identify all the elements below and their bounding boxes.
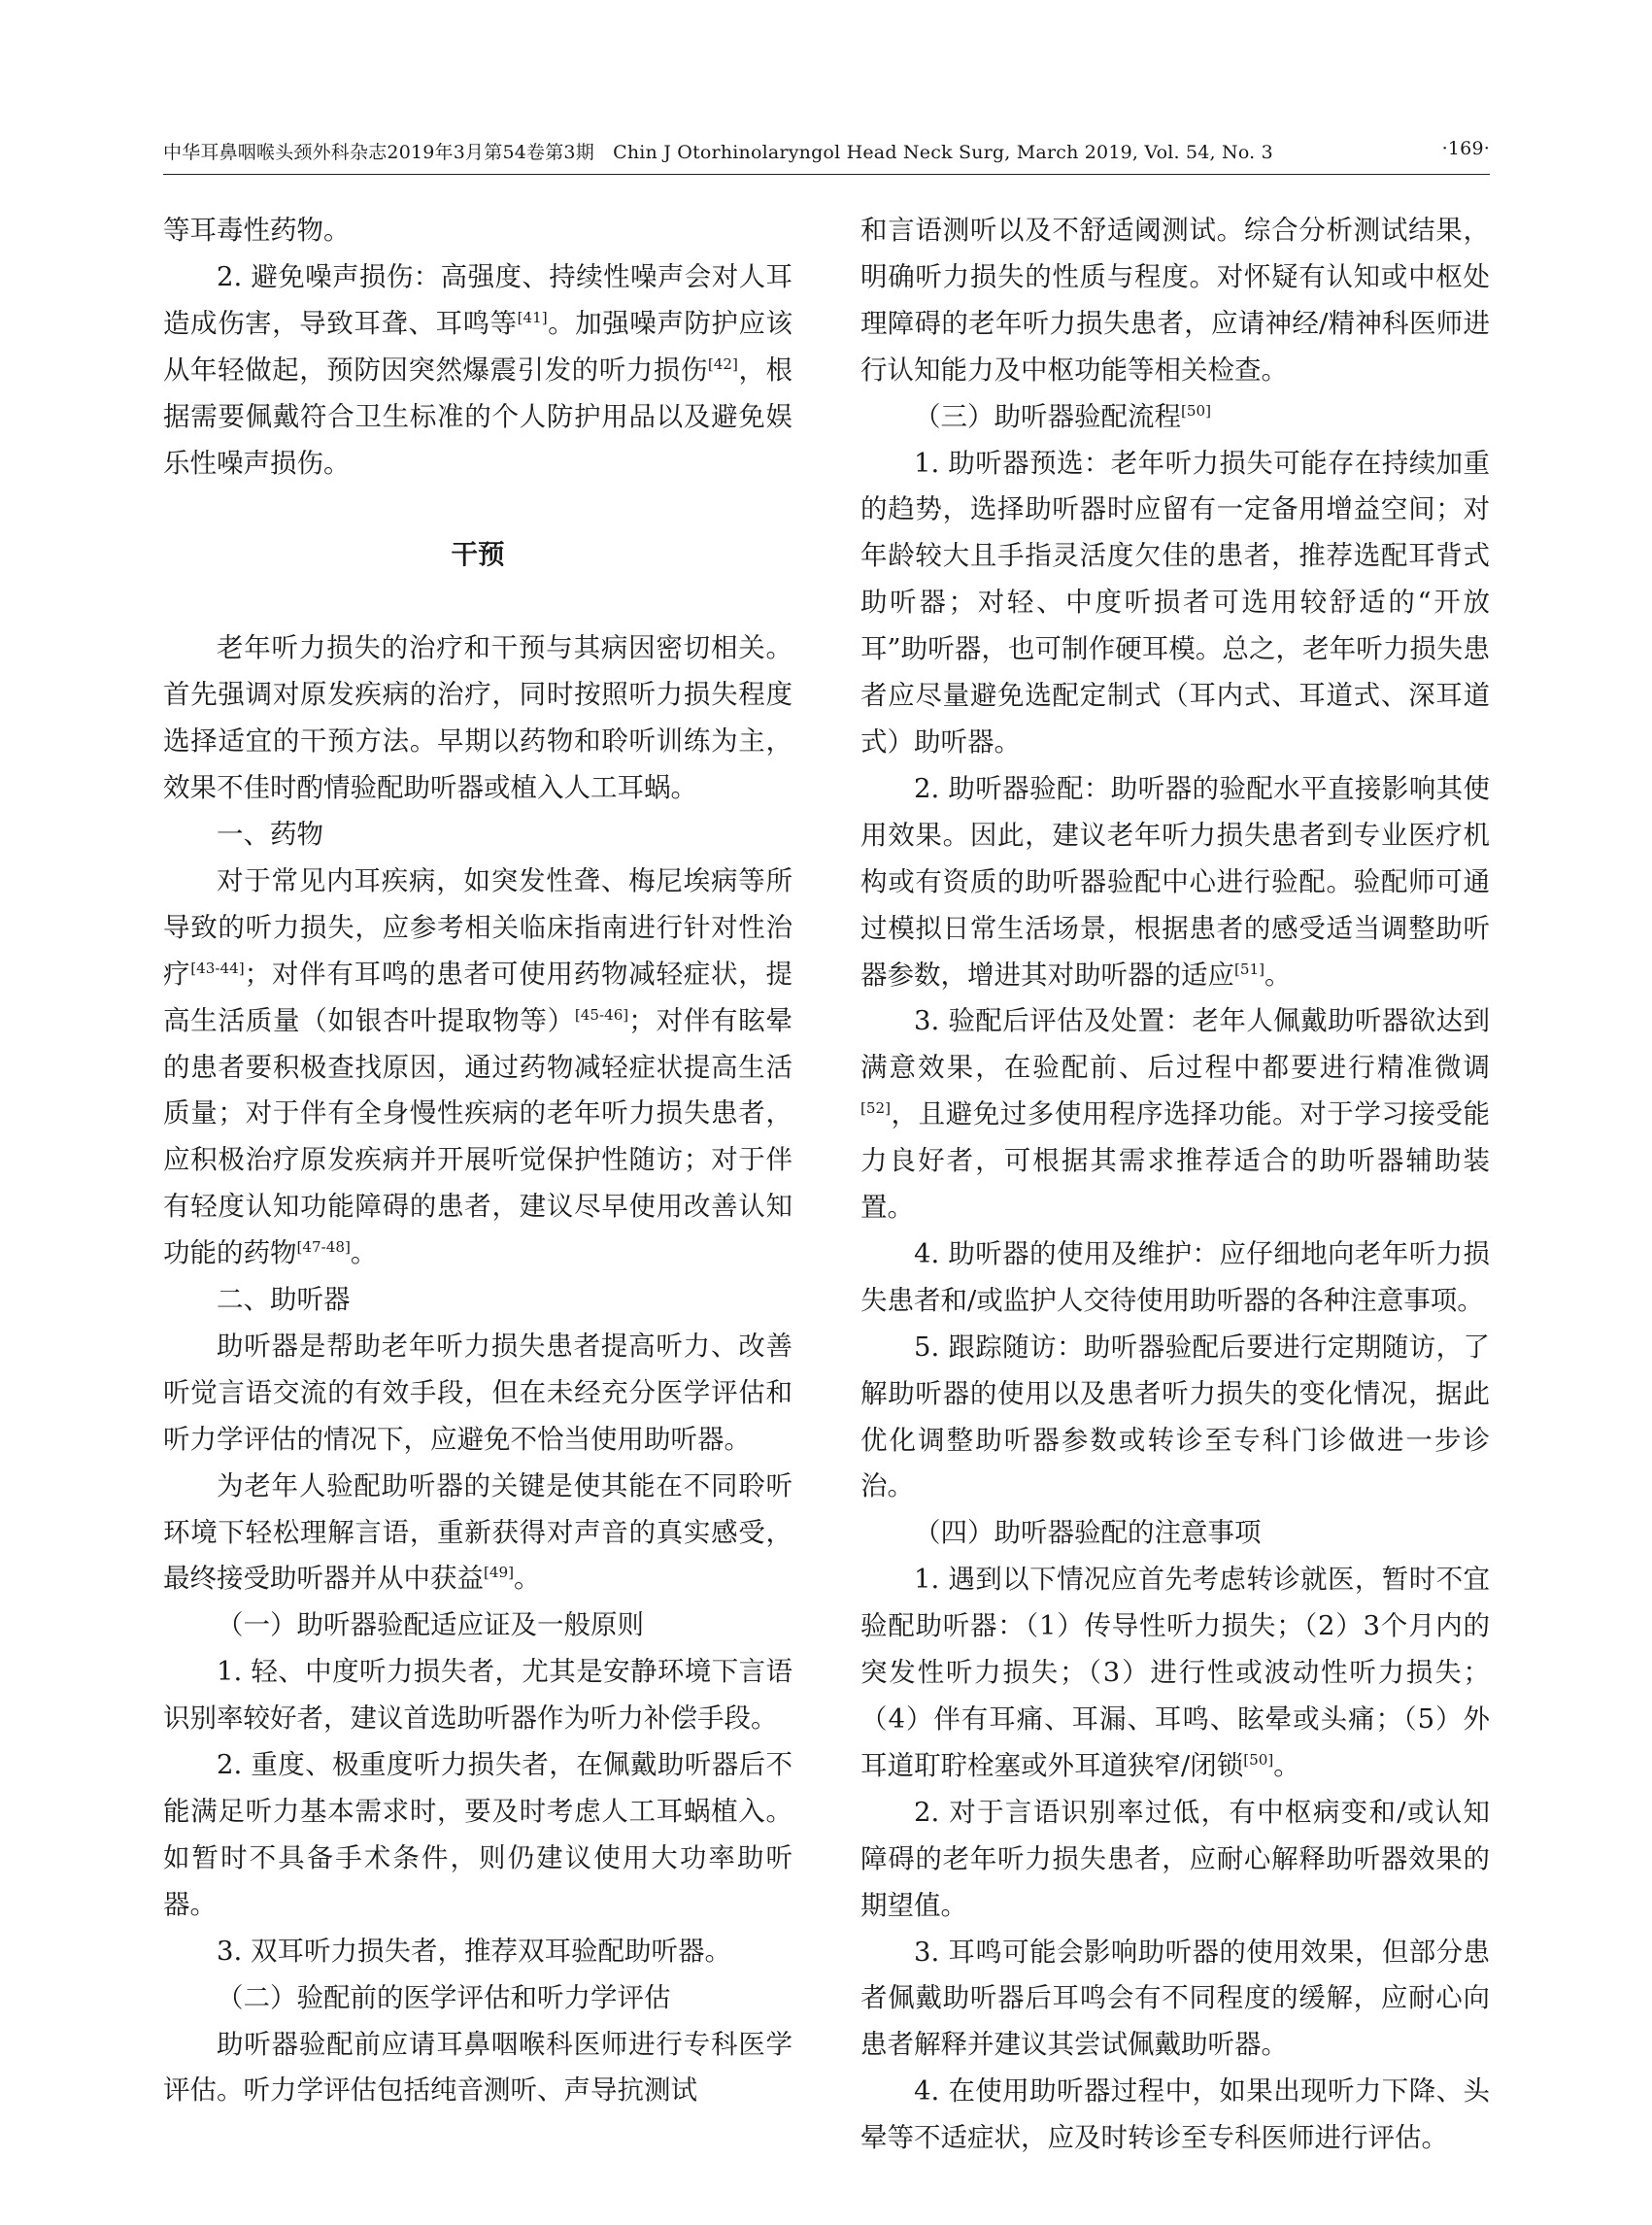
paragraph-drugs: 对于常见内耳疾病，如突发性聋、梅尼埃病等所导致的听力损失，应参考相关临床指南进行针对性治疗[43-44]；对伴有耳鸣的患者可使用药物减轻症状，提高生活质量（如银杏叶提取物等）[45-46]；对伴有眩晕的患者要积极查找原因，通过药物减轻症状提高生活质量；对于伴有全身慢性疾病的老年听力损失患者，应积极治疗原发疾病并开展听觉保护性随访；对于伴有轻度认知功能障碍的患者，建议尽早使用改善认知功能的药物[47-48]。 <box>163 864 793 1269</box>
citation: [43-44] <box>190 959 245 977</box>
paragraph: 4. 助听器的使用及维护：应仔细地向老年听力损失患者和/或监护人交待使用助听器的各种注意事项。 <box>860 1237 1490 1316</box>
citation: [45-46] <box>574 1005 629 1024</box>
paragraph: 1. 助听器预选：老年听力损失可能存在持续加重的趋势，选择助听器时应留有一定备用增益空间；对年龄较大且手指灵活度欠佳的患者，推荐选配耳背式助听器；对轻、中度听损者可选用较舒适的“开放耳”助听器，也可制作硬耳模。总之，老年听力损失患者应尽量避免选配定制式（耳内式、耳道式、深耳道式）助听器。 <box>860 447 1490 758</box>
paragraph: 3. 双耳听力损失者，推荐双耳验配助听器。 <box>217 1935 731 1967</box>
citation: [41] <box>517 308 548 326</box>
header-rule <box>163 174 1490 175</box>
paragraph: 5. 跟踪随访：助听器验配后要进行定期随访，了解助听器的使用以及患者听力损失的变化情况，据此优化调整助听器参数或转诊至专科门诊做进一步诊治。 <box>860 1331 1490 1502</box>
paragraph: 2. 对于言语识别率过低，有中枢病变和/或认知障碍的老年听力损失患者，应耐心解释助听器效果的期望值。 <box>860 1796 1490 1921</box>
subheading-assessment: （二）验配前的医学评估和听力学评估 <box>217 1981 671 2013</box>
paragraph: 4. 在使用助听器过程中，如果出现听力下降、头晕等不适症状，应及时转诊至专科医师进行评估。 <box>860 2075 1490 2154</box>
right-column <box>860 208 1490 2162</box>
citation: [52] <box>860 1099 892 1118</box>
subheading-drugs: 一、药物 <box>217 818 323 850</box>
section-title: 干预 <box>451 539 505 571</box>
subheading-fitting-process: （三）助听器验配流程[50] <box>914 400 1212 432</box>
citation: [47-48] <box>296 1237 351 1256</box>
paragraph: 3. 验配后评估及处置：老年人佩戴助听器欲达到满意效果，在验配前、后过程中都要进行精准微调[52]，且避免过多使用程序选择功能。对于学习接受能力良好者，可根据其需求推荐适合的助听器辅助装置。 <box>860 1005 1490 1224</box>
citation: [51] <box>1234 960 1265 978</box>
paragraph: 3. 耳鸣可能会影响助听器的使用效果，但部分患者佩戴助听器后耳鸣会有不同程度的缓解，应耐心向患者解释并建议其尝试佩戴助听器。 <box>860 1936 1490 2061</box>
paragraph: 1. 遇到以下情况应首先考虑转诊就医，暂时不宜验配助听器：（1）传导性听力损失；（2）3个月内的突发性听力损失；（3）进行性或波动性听力损失；（4）伴有耳痛、耳漏、耳鸣、眩晕或头痛；（5）外耳道耵聍栓塞或外耳道狭窄/闭锁[50]。 <box>860 1564 1490 1781</box>
paragraph: 助听器验配前应请耳鼻咽喉科医师进行专科医学评估。听力学评估包括纯音测听、声导抗测试 <box>163 2028 792 2107</box>
subheading-indications: （一）助听器验配适应证及一般原则 <box>217 1609 644 1641</box>
citation: [42] <box>707 354 738 373</box>
page-number: ·169· <box>1441 138 1490 159</box>
paragraph: 2. 重度、极重度听力损失者，在佩戴助听器后不能满足听力基本需求时，要及时考虑人工耳蜗植入。如暂时不具备手术条件，则仍建议使用大功率助听器。 <box>163 1749 792 1920</box>
paragraph: 为老年人验配助听器的关键是使其能在不同聆听环境下轻松理解言语，重新获得对声音的真实感受，最终接受助听器并从中获益[49]。 <box>163 1469 792 1595</box>
paragraph: 等耳毒性药物。 <box>163 215 351 246</box>
left-column <box>163 208 792 2114</box>
citation: [50] <box>1243 1750 1274 1769</box>
journal-citation: 中华耳鼻咽喉头颈外科杂志2019年3月第54卷第3期 Chin J Otorhinolaryngol Head Neck Surg, March 2019, Vol. 54, No. 3 <box>163 142 1273 163</box>
paragraph: 助听器是帮助老年听力损失患者提高听力、改善听觉言语交流的有效手段，但在未经充分医学评估和听力学评估的情况下，应避免不恰当使用助听器。 <box>163 1330 792 1455</box>
paragraph: 2. 助听器验配：助听器的验配水平直接影响其使用效果。因此，建议老年听力损失患者到专业医疗机构或有资质的助听器验配中心进行验配。验配师可通过模拟日常生活场景，根据患者的感受适当调整助听器参数，增进其对助听器的适应[51]。 <box>860 772 1490 991</box>
paragraph: 和言语测听以及不舒适阈测试。综合分析测试结果，明确听力损失的性质与程度。对怀疑有认知或中枢处理障碍的老年听力损失患者，应请神经/精神科医师进行认知能力及中枢功能等相关检查。 <box>860 215 1490 386</box>
subheading-hearing-aids: 二、助听器 <box>217 1284 351 1316</box>
paragraph: 老年听力损失的治疗和干预与其病因密切相关。首先强调对原发疾病的治疗，同时按照听力损失程度选择适宜的干预方法。早期以药物和聆听训练为主，效果不佳时酌情验配助听器或植入人工耳蜗。 <box>163 632 792 804</box>
citation: [49] <box>484 1564 515 1582</box>
paragraph-noise-protection: 2. 避免噪声损伤：高强度、持续性噪声会对人耳造成伤害，导致耳聋、耳鸣等[41]。加强噪声防护应该从年轻做起，预防因突然爆震引发的听力损伤[42]，根据需要佩戴符合卫生标准的个人防护用品以及避免娱乐性噪声损伤。 <box>163 260 793 479</box>
citation: [50] <box>1181 401 1212 420</box>
subheading-precautions: （四）助听器验配的注意事项 <box>914 1517 1262 1549</box>
paragraph: 1. 轻、中度听力损失者，尤其是安静环境下言语识别率较好者，建议首选助听器作为听力补偿手段。 <box>163 1656 792 1735</box>
